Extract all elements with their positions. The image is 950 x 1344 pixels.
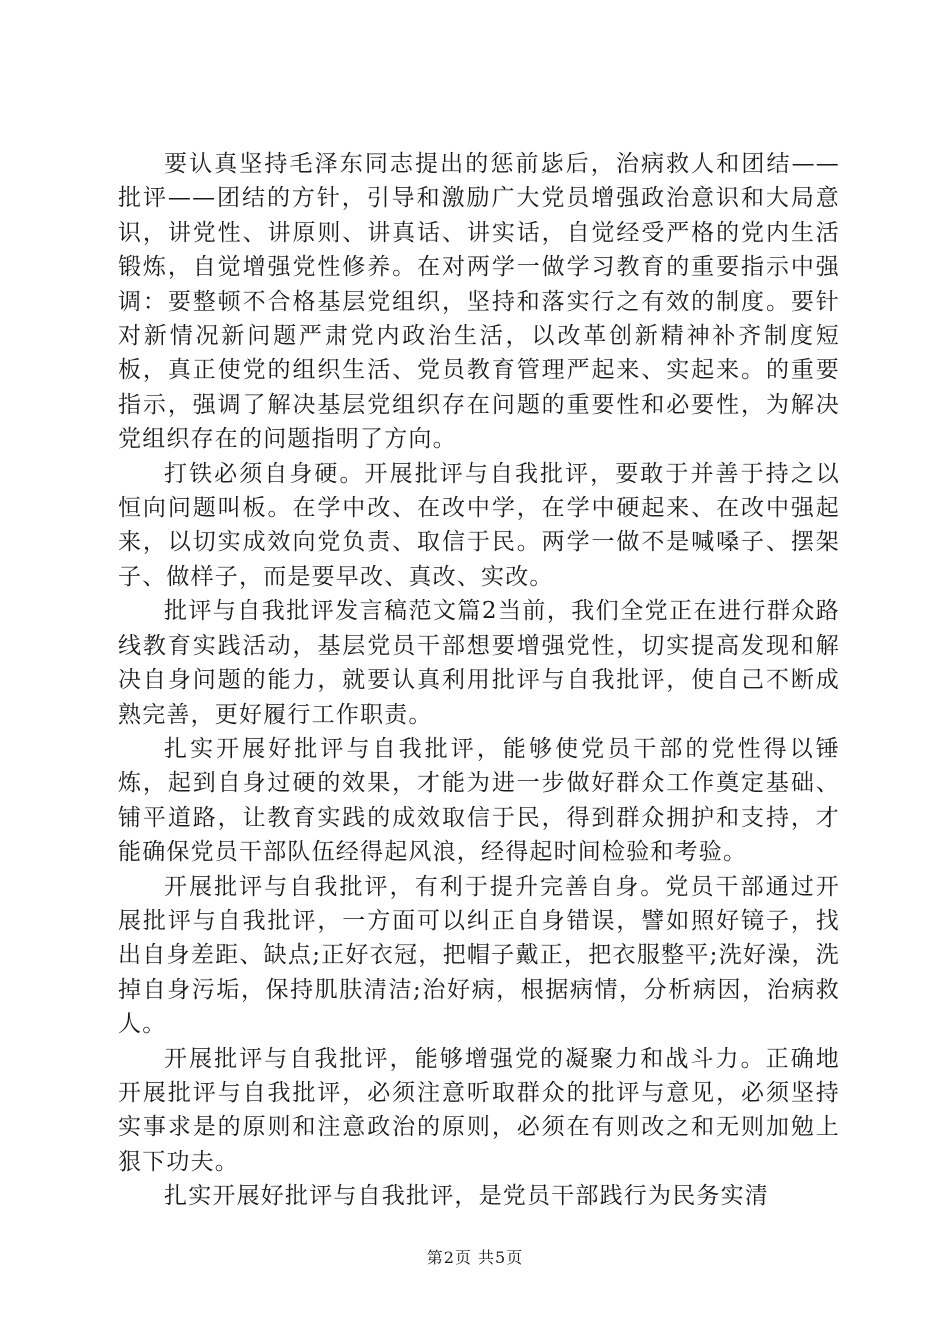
paragraph-3: 批评与自我批评发言稿范文篇2当前，我们全党正在进行群众路线教育实践活动，基层党员干部想要增强党性，切实提高发现和解决自身问题的能力，就要认真利用批评与自我批评，使自己不断成熟完善，更好履行工作职责。 bbox=[118, 598, 840, 728]
paragraph-2: 打铁必须自身硬。开展批评与自我批评，要敢于并善于持之以恒向问题叫板。在学中改、在改中学，在学中硬起来、在改中强起来，以切实成效向党负责、取信于民。两学一做不是喊嗓子、摆架子、做样子，而是要早改、真改、实改。 bbox=[118, 460, 840, 590]
paragraph-6: 开展批评与自我批评，能够增强党的凝聚力和战斗力。正确地开展批评与自我批评，必须注意听取群众的批评与意见，必须坚持实事求是的原则和注意政治的原则，必须在有则改之和无则加勉上狠下功夫。 bbox=[118, 1045, 840, 1175]
paragraph-1: 要认真坚持毛泽东同志提出的惩前毖后，治病救人和团结——批评——团结的方针，引导和激励广大党员增强政治意识和大局意识，讲党性、讲原则、讲真话、讲实话，自觉经受严格的党内生活锻炼，自觉增强党性修养。在对两学一做学习教育的重要指示中强调：要整顿不合格基层党组织，坚持和落实行之有效的制度。要针对新情况新问题严肃党内政治生活，以改革创新精神补齐制度短板，真正使党的组织生活、党员教育管理严起来、实起来。的重要指示，强调了解决基层党组织存在问题的重要性和必要性，为解决党组织存在的问题指明了方向。 bbox=[118, 151, 840, 453]
paragraph-5: 开展批评与自我批评，有利于提升完善自身。党员干部通过开展批评与自我批评，一方面可以纠正自身错误，譬如照好镜子，找出自身差距、缺点;正好衣冠，把帽子戴正，把衣服整平;洗好澡，洗掉自身污垢，保持肌肤清洁;治好病，根据病情，分析病因，治病救人。 bbox=[118, 873, 840, 1038]
document-body bbox=[118, 147, 840, 1214]
paragraph-4: 扎实开展好批评与自我批评，能够使党员干部的党性得以锤炼，起到自身过硬的效果，才能为进一步做好群众工作奠定基础、铺平道路，让教育实践的成效取信于民，得到群众拥护和支持，才能确保党员干部队伍经得起风浪，经得起时间检验和考验。 bbox=[118, 735, 840, 866]
page-number-footer: 第2页 共5页 bbox=[426, 1248, 524, 1267]
paragraph-7: 扎实开展好批评与自我批评，是党员干部践行为民务实清 bbox=[164, 1183, 769, 1210]
